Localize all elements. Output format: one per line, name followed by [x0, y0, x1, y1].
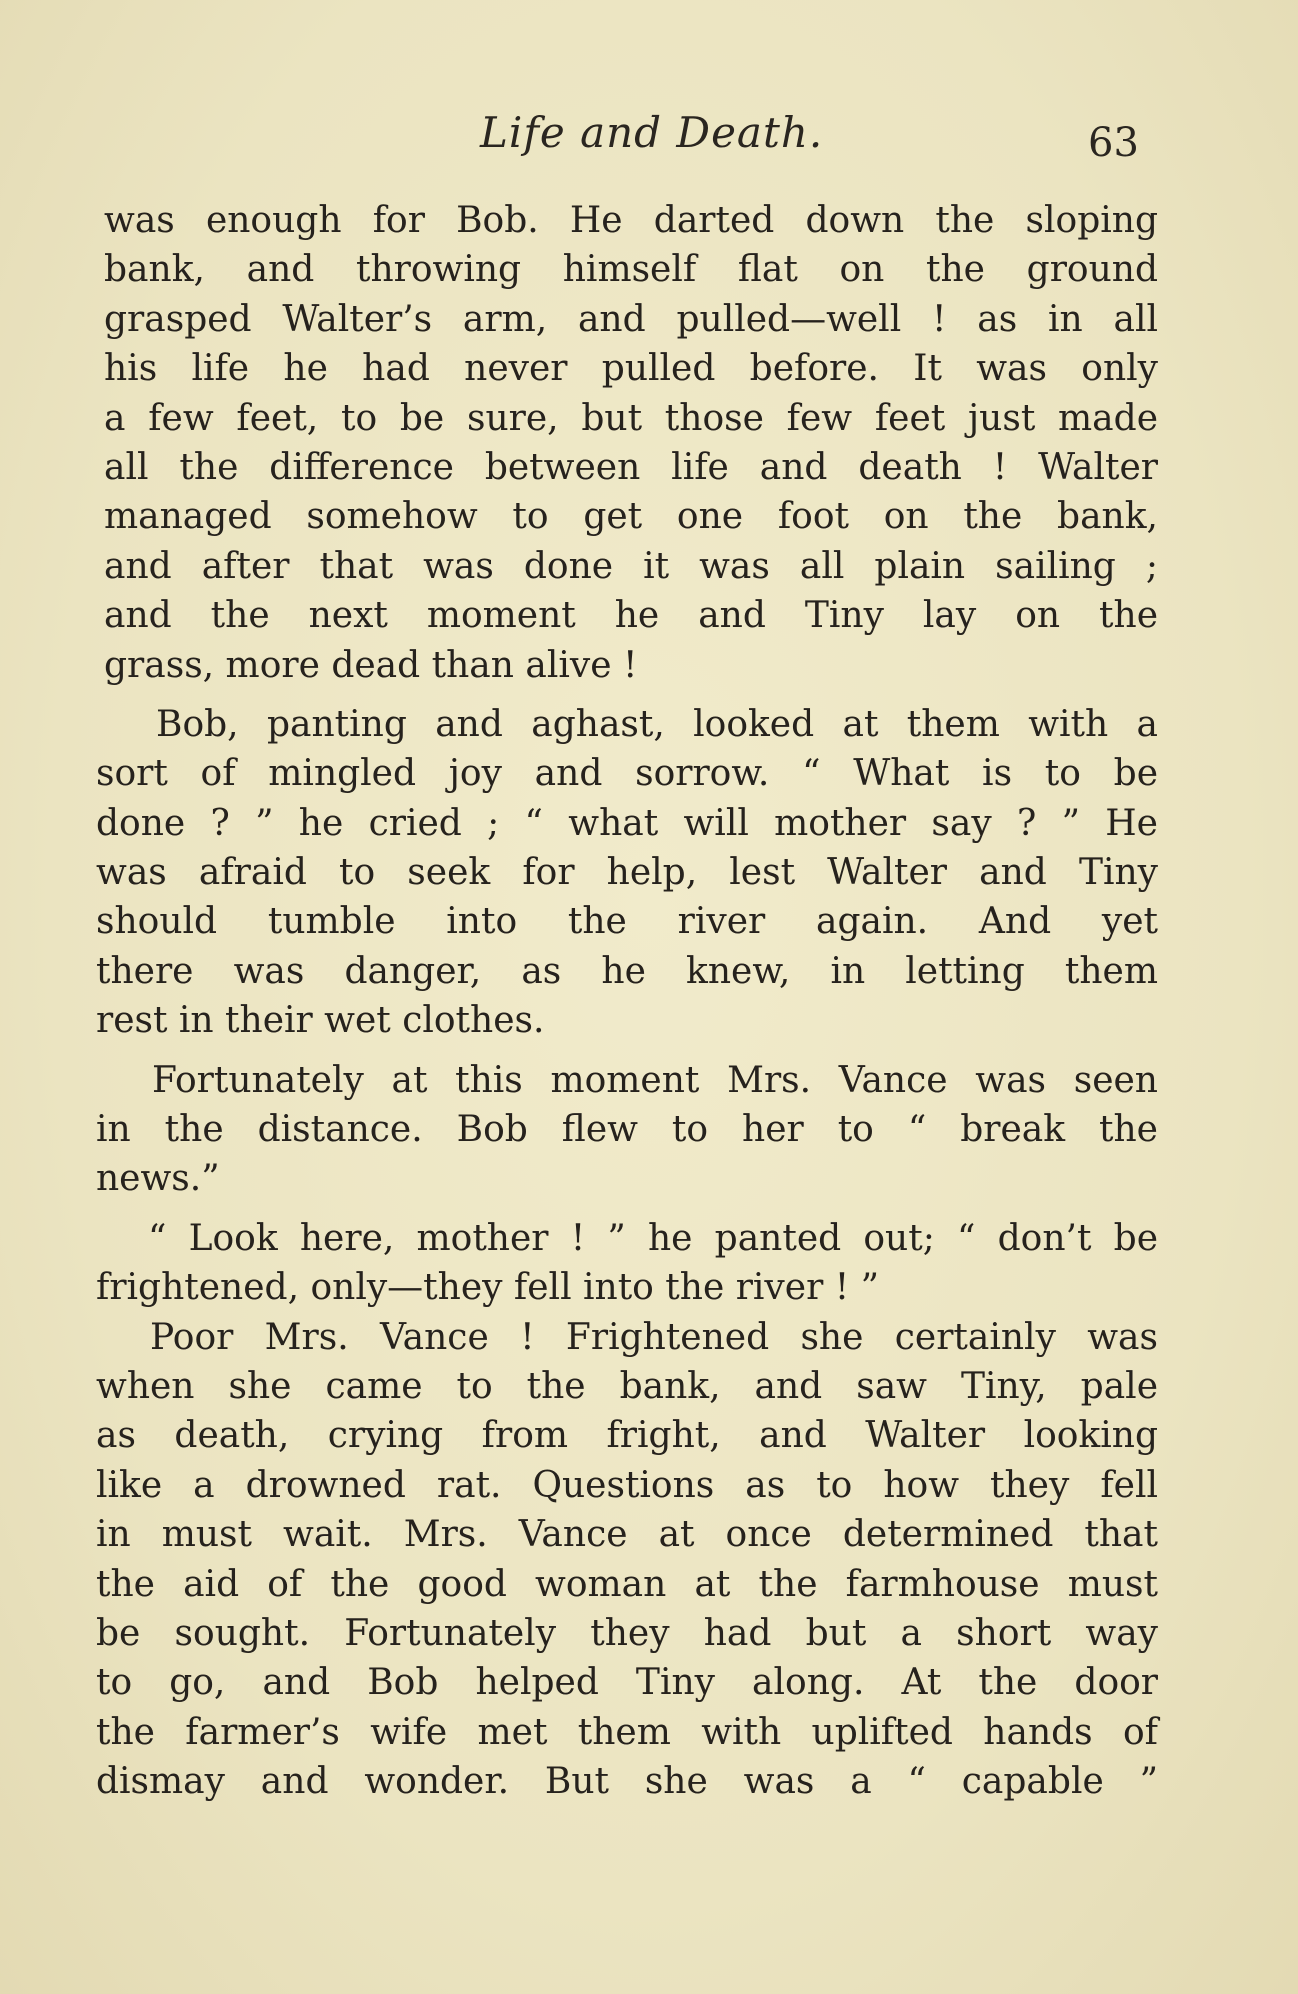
text-line: sort of mingled joy and sorrow. “ What is to be: [96, 753, 1158, 795]
text-line: grass, more dead than alive !: [104, 644, 638, 686]
text-line: like a drowned rat. Questions as to how they fell: [96, 1464, 1158, 1506]
text-line: to go, and Bob helped Tiny along. At the door: [96, 1662, 1158, 1704]
text-line: Bob, panting and aghast, looked at them with a: [156, 703, 1158, 745]
text-line: when she came to the bank, and saw Tiny, pale: [96, 1365, 1158, 1407]
text-line: a few feet, to be sure, but those few feet just made: [104, 397, 1158, 439]
text-line: and after that was done it was all plain sailing ;: [104, 545, 1158, 587]
text-line: news.”: [96, 1158, 220, 1200]
text-line: there was danger, as he knew, in letting them: [96, 950, 1158, 992]
paragraph: [96, 1056, 1158, 1204]
text-line: Poor Mrs. Vance ! Frightened she certainly was: [150, 1316, 1158, 1358]
text-line: in must wait. Mrs. Vance at once determined that: [96, 1514, 1158, 1556]
paragraph: [104, 196, 1158, 690]
paragraph: [96, 1214, 1158, 1313]
text-line: rest in their wet clothes.: [96, 1000, 545, 1042]
text-line: managed somehow to get one foot on the bank,: [104, 496, 1158, 538]
text-line: and the next moment he and Tiny lay on the: [104, 595, 1158, 637]
text-line: as death, crying from fright, and Walter looking: [96, 1415, 1158, 1457]
text-line: frightened, only—they fell into the river ! ”: [96, 1267, 880, 1309]
text-line: grasped Walter’s arm, and pulled—well ! as in all: [104, 298, 1158, 340]
text-line: “ Look here, mother ! ” he panted out; “ don’t be: [148, 1217, 1158, 1259]
text-line: Fortunately at this moment Mrs. Vance was seen: [152, 1059, 1158, 1101]
text-line: his life he had never pulled before. It was only: [104, 348, 1158, 390]
text-line: the farmer’s wife met them with uplifted hands of: [96, 1711, 1158, 1753]
paragraph: [96, 1313, 1158, 1807]
text-line: was enough for Bob. He darted down the sloping: [104, 200, 1158, 241]
text-line: in the distance. Bob flew to her to “ break the: [96, 1109, 1158, 1151]
text-line: should tumble into the river again. And yet: [96, 901, 1158, 943]
running-head: [0, 108, 1298, 178]
paragraph: [96, 700, 1158, 1046]
text-line: was afraid to seek for help, lest Walter and Tiny: [96, 852, 1158, 894]
page-number: 63: [1088, 120, 1139, 166]
text-line: be sought. Fortunately they had but a short way: [96, 1612, 1158, 1654]
running-title: Life and Death.: [480, 108, 824, 157]
text-line: done ? ” he cried ; “ what will mother say ? ” He: [96, 802, 1158, 844]
text-line: all the difference between life and death ! Walter: [104, 446, 1158, 488]
text-line: dismay and wonder. But she was a “ capable ”: [96, 1761, 1158, 1803]
text-line: bank, and throwing himself flat on the ground: [104, 249, 1158, 291]
text-line: the aid of the good woman at the farmhouse must: [96, 1563, 1158, 1605]
body-text: [96, 196, 1158, 1807]
